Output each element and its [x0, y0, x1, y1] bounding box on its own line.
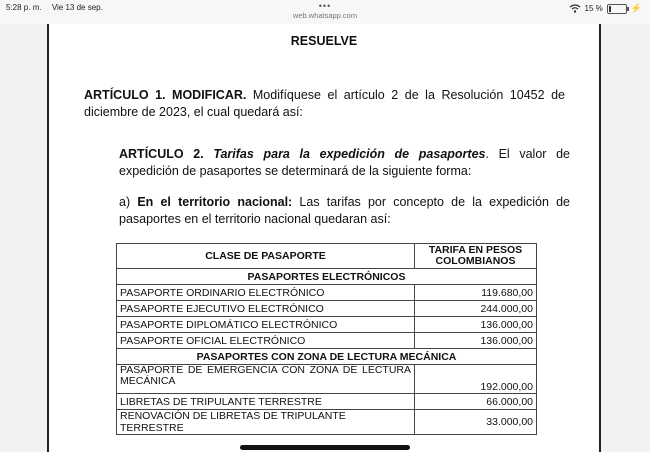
table-row	[117, 365, 537, 394]
table-row	[117, 285, 537, 301]
status-bar	[0, 0, 650, 24]
article-1	[84, 87, 565, 121]
more-dots-icon[interactable]: •••	[318, 1, 332, 11]
section-electronic: PASAPORTES ELECTRÓNICOS	[117, 269, 537, 285]
article-2-text: . El valor de expedición de pasaportes se determinará de la siguiente forma:	[119, 147, 570, 178]
row-value: 136.000,00	[415, 317, 537, 333]
row-value: 192.000,00	[415, 365, 537, 394]
row-value: 33.000,00	[415, 410, 537, 435]
item-a-text: Las tarifas por concepto de la expedición de pasaportes en el territorio nacional quedaran así:	[119, 195, 571, 226]
row-name: PASAPORTE OFICIAL ELECTRÓNICO	[117, 333, 415, 349]
article-1-label: ARTÍCULO 1. MODIFICAR.	[84, 88, 247, 102]
status-date: Vie 13 de sep.	[51, 3, 103, 12]
table-section-row	[117, 349, 537, 365]
wifi-icon	[569, 4, 581, 13]
article-2-title: Tarifas para la expedición de pasaportes	[213, 147, 486, 161]
column-header-clase: CLASE DE PASAPORTE	[117, 244, 415, 269]
article-1-text: Modifíquese el artículo 2 de la Resolución 10452 de diciembre de 2023, el cual quedará así:	[84, 88, 565, 119]
table-row	[117, 410, 537, 435]
battery-icon	[607, 4, 627, 14]
row-value: 136.000,00	[415, 333, 537, 349]
home-indicator[interactable]	[240, 445, 410, 450]
row-name: RENOVACIÓN DE LIBRETAS DE TRIPULANTE TERRESTRE	[117, 410, 415, 435]
page-title: RESUELVE	[290, 34, 358, 48]
document-page	[47, 24, 601, 452]
url-label[interactable]: web.whatsapp.com	[292, 11, 358, 20]
row-name: PASAPORTE DE EMERGENCIA CON ZONA DE LECTURA MECÁNICA	[117, 365, 415, 394]
item-a-prefix: a)	[119, 195, 138, 209]
tariff-table	[116, 243, 537, 435]
item-a-label: En el territorio nacional:	[137, 195, 293, 209]
table-row	[117, 317, 537, 333]
table-row	[117, 394, 537, 410]
charging-icon: ⚡	[630, 3, 642, 13]
row-name: PASAPORTE EJECUTIVO ELECTRÓNICO	[117, 301, 415, 317]
status-indicators	[569, 3, 642, 14]
table-row	[117, 333, 537, 349]
section-mechanical: PASAPORTES CON ZONA DE LECTURA MECÁNICA	[117, 349, 537, 365]
row-value: 66.000,00	[415, 394, 537, 410]
row-value: 119.680,00	[415, 285, 537, 301]
row-name: LIBRETAS DE TRIPULANTE TERRESTRE	[117, 394, 415, 410]
item-a	[119, 194, 570, 228]
table-header-row	[117, 244, 537, 269]
article-2-label: ARTÍCULO 2.	[119, 147, 204, 161]
article-2	[119, 146, 570, 180]
row-name: PASAPORTE DIPLOMÁTICO ELECTRÓNICO	[117, 317, 415, 333]
battery-percent: 15 %	[584, 4, 603, 13]
column-header-tarifa: TARIFA EN PESOS COLOMBIANOS	[415, 244, 537, 269]
table-row	[117, 301, 537, 317]
row-value: 244.000,00	[415, 301, 537, 317]
status-time: 5:28 p. m.	[6, 3, 42, 12]
row-name: PASAPORTE ORDINARIO ELECTRÓNICO	[117, 285, 415, 301]
table-section-row	[117, 269, 537, 285]
